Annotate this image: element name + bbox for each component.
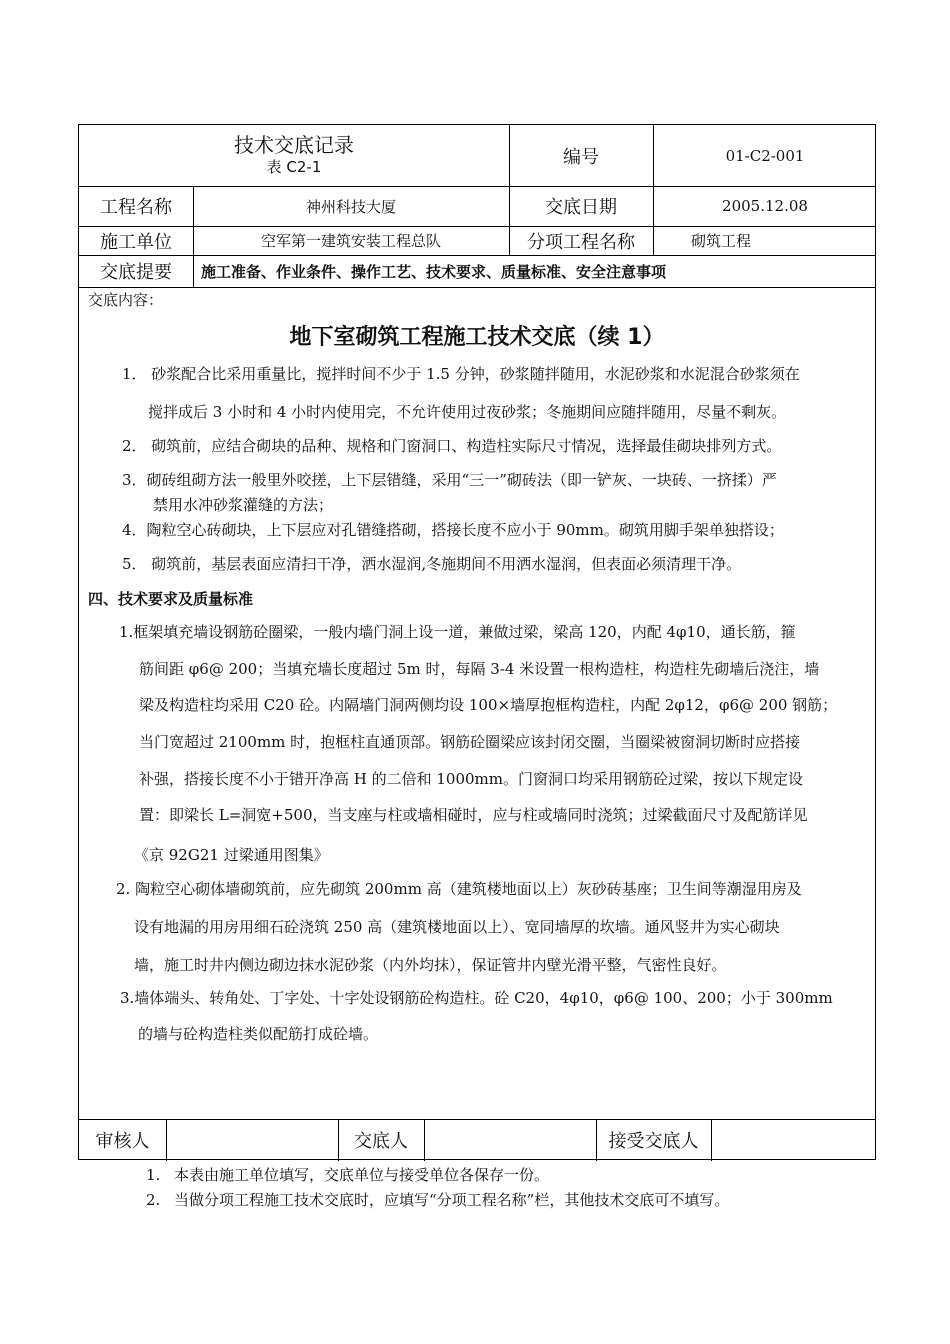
summary-value: 施工准备、作业条件、操作工艺、技术要求、质量标准、安全注意事项: [201, 262, 667, 281]
disclosure-date-value: 2005.12.08: [722, 197, 808, 215]
discloser-field[interactable]: [424, 1119, 596, 1161]
content-line: 1.框架填充墙设钢筋砼圈梁，一般内墙门洞上设一道，兼做过梁，梁高 120，内配 4φ10，通长筋，箍: [119, 623, 796, 641]
content-line: 2． 砌筑前，应结合砌块的品种、规格和门窗洞口、构造柱实际尺寸情况，选择最佳砌块排列方式。: [122, 437, 782, 455]
content-line: 墙，施工时井内侧边砌边抹水泥砂浆（内外均抹），保证管井内壁光滑平整，气密性良好。: [134, 956, 727, 974]
construction-unit-value: 空军第一建筑安装工程总队: [260, 232, 441, 250]
content-label: 交底内容：: [88, 291, 164, 309]
discloser-label: 交底人: [354, 1131, 408, 1152]
content-line: 3．砌砖组砌方法一般里外咬搓，上下层错缝，采用“三一”砌砖法（即一铲灰、一块砖、一挤揉）严: [122, 471, 777, 489]
content-line: 2. 陶粒空心砌体墙砌筑前，应先砌筑 200mm 高（建筑楼地面以上）灰砂砖基座；卫生间等潮湿用房及: [116, 880, 802, 898]
form-number: 表 C2-1: [266, 157, 322, 176]
footnote-text: 当做分项工程施工技术交底时，应填写“分项工程名称”栏，其他技术交底可不填写。: [174, 1191, 730, 1209]
reviewer-label: 审核人: [95, 1131, 150, 1152]
content-line: 置：即梁长 L=洞宽+500，当支座与柱或墙相碰时，应与柱或墙同时浇筑；过梁截面尺寸及配筋详见: [139, 806, 808, 824]
receiver-label: 接受交底人: [608, 1131, 699, 1152]
construction-unit-label: 施工单位: [100, 231, 172, 253]
content-line: 《京 92G21 过梁通用图集》: [134, 846, 329, 864]
content-line: 禁用水冲砂浆灌缝的方法；: [153, 496, 334, 514]
code-value: 01-C2-001: [725, 146, 805, 165]
form-title: 技术交底记录: [234, 132, 354, 157]
content-line: 梁及构造柱均采用 C20 砼。内隔墙门洞两侧均设 100×墙厚抱框构造柱，内配 2φ12，φ6@ 200 钢筋；: [139, 696, 838, 714]
receiver-field[interactable]: [711, 1119, 877, 1161]
sub-project-label: 分项工程名称: [527, 231, 635, 253]
reviewer-field[interactable]: [166, 1119, 338, 1161]
content-line: 的墙与砼构造柱类似配筋打成砼墙。: [138, 1025, 379, 1043]
content-line: 补强，搭接长度不小于错开净高 H 的二倍和 1000mm。门窗洞口均采用钢筋砼过梁，按以下规定设: [139, 770, 804, 788]
content-line: 5． 砌筑前，基层表面应清扫干净，洒水湿润,冬施期间不用洒水湿润，但表面必须清理干净。: [122, 555, 742, 573]
summary-label: 交底提要: [100, 262, 172, 283]
sub-project-value: 砌筑工程: [691, 232, 752, 250]
footnote-number: 1.: [146, 1166, 161, 1184]
disclosure-form: [78, 124, 876, 1160]
project-name-label: 工程名称: [100, 197, 172, 218]
row-divider: [79, 287, 875, 288]
section-heading: 四、技术要求及质量标准: [88, 590, 254, 608]
content-title: 地下室砌筑工程施工技术交底（续 1）: [289, 325, 665, 350]
footnote-number: 2.: [146, 1191, 161, 1209]
content-line: 4．陶粒空心砖砌块，上下层应对孔错缝搭砌，搭接长度不应小于 90mm。砌筑用脚手架单独搭设；: [122, 521, 784, 539]
footnote: [146, 1164, 549, 1185]
form-title-cell: [79, 125, 509, 186]
content-line: 筋间距 φ6@ 200；当填充墙长度超过 5m 时，每隔 3-4 米设置一根构造柱，构造柱先砌墙后浇注，墙: [139, 660, 820, 678]
disclosure-date-label: 交底日期: [545, 197, 617, 218]
content-line: 当门宽超过 2100mm 时，抱框柱直通顶部。钢筋砼圈梁应该封闭交圈，当圈梁被窗洞切断时应搭接: [139, 733, 801, 751]
footnote: [146, 1189, 729, 1210]
content-line: 设有地漏的用房用细石砼浇筑 250 高（建筑楼地面以上）、宽同墙厚的坎墙。通风竖井为实心砌块: [134, 918, 780, 936]
code-label: 编号: [563, 146, 599, 168]
content-line: 搅拌成后 3 小时和 4 小时内使用完，不允许使用过夜砂浆；冬施期间应随拌随用，尽量不剩灰。: [148, 403, 787, 421]
content-line: 1． 砂浆配合比采用重量比，搅拌时间不少于 1.5 分钟，砂浆随拌随用，水泥砂浆和水泥混合砂浆须在: [122, 365, 800, 383]
content-line: 3.墙体端头、转角处、丁字处、十字处设钢筋砼构造柱。砼 C20，4φ10，φ6@ 100、200；小于 300mm: [120, 989, 833, 1007]
footnote-text: 本表由施工单位填写，交底单位与接受单位各保存一份。: [174, 1166, 550, 1184]
project-name-value: 神州科技大厦: [305, 197, 396, 216]
